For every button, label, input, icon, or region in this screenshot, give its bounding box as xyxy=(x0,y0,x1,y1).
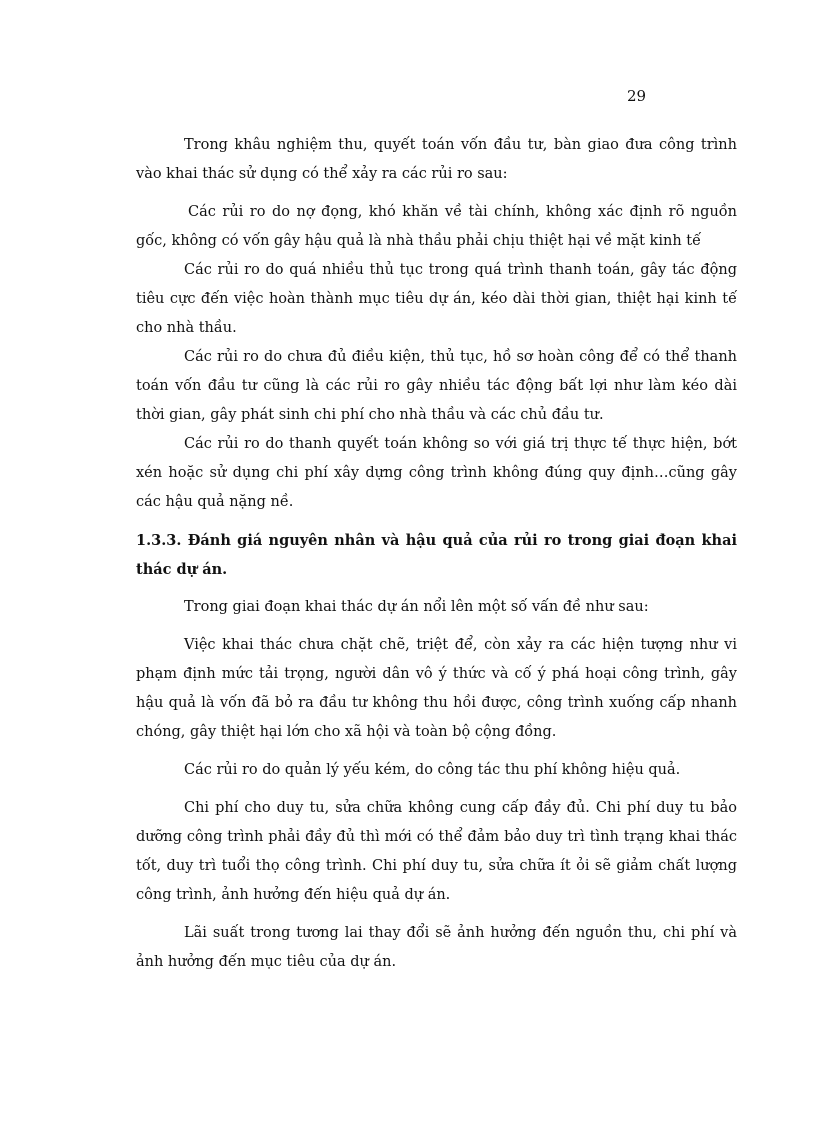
section-paragraph-4: Chi phí cho duy tu, sửa chữa không cung cấp đầy đủ. Chi phí duy tu bảo dưỡng công trình phải đầy đủ thì mới có thể đảm bảo duy trì tình trạng khai thác tốt, duy trì tuổi thọ công trình. Chi phí duy tu, sửa chữa ít ỏi sẽ giảm chất lượng công trình, ảnh hưởng đến hiệu quả dự án. xyxy=(136,800,737,903)
section-paragraph-2: Việc khai thác chưa chặt chẽ, triệt để, còn xảy ra các hiện tượng như vi phạm định mức tải trọng, người dân vô ý thức và cố ý phá hoại công trình, gây hậu quả là vốn đã bỏ ra đầu tư không thu hồi được, công trình xuống cấp nhanh chóng, gây thiệt hại lớn cho xã hội và toàn bộ cộng đồng. xyxy=(136,637,737,740)
paragraph-5: Các rủi ro do thanh quyết toán không so với giá trị thực tế thực hiện, bớt xén hoặc sử dụng chi phí xây dựng công trình không đúng quy định…cũng gây các hậu quả nặng nề. xyxy=(136,436,737,510)
section-heading: 1.3.3. Đánh giá nguyên nhân và hậu quả của rủi ro trong giai đoạn khai thác dự án. xyxy=(136,532,737,578)
paragraph-3: Các rủi ro do quá nhiều thủ tục trong quá trình thanh toán, gây tác động tiêu cực đến việc hoàn thành mục tiêu dự án, kéo dài thời gian, thiệt hại kinh tế cho nhà thầu. xyxy=(136,262,737,336)
paragraph-1: Trong khâu nghiệm thu, quyết toán vốn đầu tư, bàn giao đưa công trình vào khai thác sử dụng có thể xảy ra các rủi ro sau: xyxy=(136,137,737,182)
section-paragraph-3: Các rủi ro do quản lý yếu kém, do công tác thu phí không hiệu quả. xyxy=(184,762,681,778)
document-body xyxy=(136,131,737,977)
paragraph-4: Các rủi ro do chưa đủ điều kiện, thủ tục, hồ sơ hoàn công để có thể thanh toán vốn đầu tư cũng là các rủi ro gây nhiều tác động bất lợi như làm kéo dài thời gian, gây phát sinh chi phí cho nhà thầu và các chủ đầu tư. xyxy=(136,349,737,423)
section-paragraph-1: Trong giai đoạn khai thác dự án nổi lên một số vấn đề như sau: xyxy=(184,599,649,615)
paragraph-2: Các rủi ro do nợ đọng, khó khăn về tài chính, không xác định rõ nguồn gốc, không có vốn gây hậu quả là nhà thầu phải chịu thiệt hại về mặt kinh tế xyxy=(136,204,737,249)
page-number: 29 xyxy=(627,87,647,105)
section-paragraph-5: Lãi suất trong tương lai thay đổi sẽ ảnh hưởng đến nguồn thu, chi phí và ảnh hưởng đến mục tiêu của dự án. xyxy=(136,925,737,970)
